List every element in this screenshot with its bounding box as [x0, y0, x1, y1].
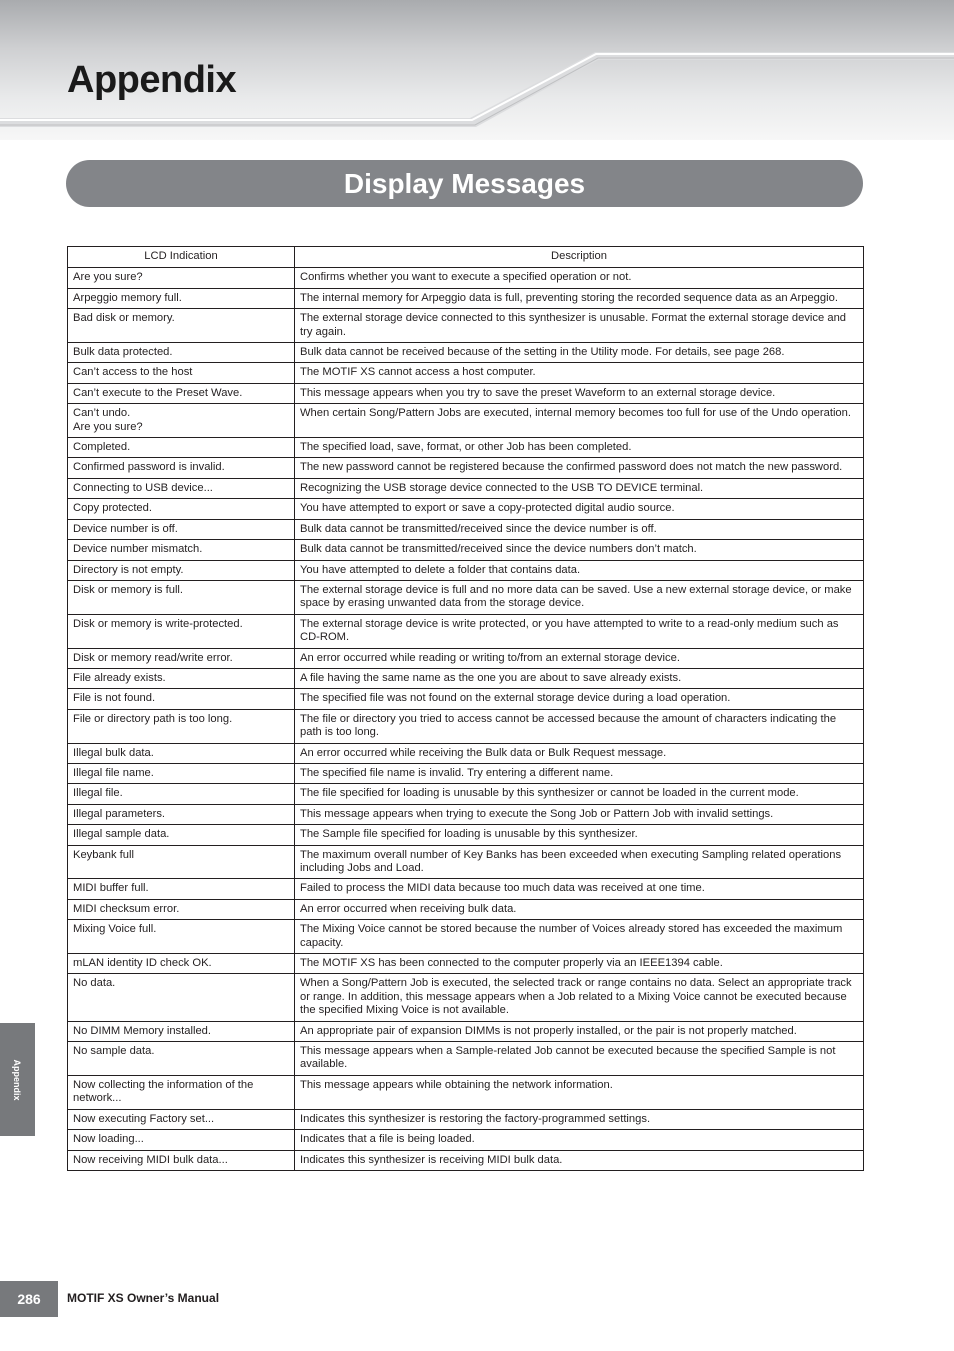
- description-cell: This message appears while obtaining the network information.: [295, 1075, 864, 1109]
- table-row: [68, 825, 864, 845]
- table-row: [68, 383, 864, 403]
- table-row: [68, 438, 864, 458]
- lcd-indication-cell: No sample data.: [68, 1042, 295, 1076]
- lcd-indication-cell: mLAN identity ID check OK.: [68, 954, 295, 974]
- section-banner: [66, 160, 863, 207]
- lcd-indication-cell: Can’t undo. Are you sure?: [68, 404, 295, 438]
- description-cell: Indicates this synthesizer is receiving MIDI bulk data.: [295, 1150, 864, 1170]
- description-cell: Indicates this synthesizer is restoring the factory-programmed settings.: [295, 1109, 864, 1129]
- table-row: [68, 560, 864, 580]
- side-tab-label: Appendix: [12, 1059, 22, 1101]
- table-row: [68, 1150, 864, 1170]
- lcd-indication-cell: Now receiving MIDI bulk data...: [68, 1150, 295, 1170]
- description-cell: Indicates that a file is being loaded.: [295, 1130, 864, 1150]
- table-row: [68, 288, 864, 308]
- lcd-indication-cell: File is not found.: [68, 689, 295, 709]
- description-cell: Bulk data cannot be received because of the setting in the Utility mode. For details, see page 268.: [295, 343, 864, 363]
- lcd-indication-cell: No DIMM Memory installed.: [68, 1021, 295, 1041]
- description-cell: The external storage device connected to this synthesizer is unusable. Format the external storage device and try again.: [295, 309, 864, 343]
- lcd-indication-cell: File or directory path is too long.: [68, 709, 295, 743]
- table-row: [68, 404, 864, 438]
- table-row: [68, 1075, 864, 1109]
- table-row: [68, 784, 864, 804]
- description-cell: The Sample file specified for loading is unusable by this synthesizer.: [295, 825, 864, 845]
- section-title: Display Messages: [343, 168, 586, 199]
- lcd-indication-cell: Now executing Factory set...: [68, 1109, 295, 1129]
- description-cell: This message appears when a Sample-related Job cannot be executed because the specified Sample is not available.: [295, 1042, 864, 1076]
- lcd-indication-cell: Keybank full: [68, 845, 295, 879]
- description-cell: The MOTIF XS has been connected to the computer properly via an IEEE1394 cable.: [295, 954, 864, 974]
- page-number: 286: [0, 1281, 58, 1317]
- table-row: [68, 804, 864, 824]
- page-title: Appendix: [67, 59, 237, 101]
- description-cell: When certain Song/Pattern Jobs are executed, internal memory becomes too full for use of the Undo operation.: [295, 404, 864, 438]
- table-row: [68, 743, 864, 763]
- table-row: [68, 845, 864, 879]
- description-cell: An error occurred when receiving bulk data.: [295, 899, 864, 919]
- description-cell: Failed to process the MIDI data because too much data was received at one time.: [295, 879, 864, 899]
- lcd-indication-cell: Can’t access to the host: [68, 363, 295, 383]
- lcd-indication-cell: Disk or memory is write-protected.: [68, 614, 295, 648]
- description-cell: The maximum overall number of Key Banks has been exceeded when executing Sampling related operations including Jobs and Load.: [295, 845, 864, 879]
- description-cell: The Mixing Voice cannot be stored because the number of Voices already stored has exceeded the maximum capacity.: [295, 920, 864, 954]
- table-row: [68, 879, 864, 899]
- lcd-indication-cell: Can’t execute to the Preset Wave.: [68, 383, 295, 403]
- table-row: [68, 709, 864, 743]
- lcd-indication-cell: File already exists.: [68, 668, 295, 688]
- table-row: [68, 519, 864, 539]
- description-cell: The specified load, save, format, or other Job has been completed.: [295, 438, 864, 458]
- table-row: [68, 1021, 864, 1041]
- description-cell: The external storage device is full and no more data can be saved. Use a new external storage device, or make space by erasing unwanted data from the storage device.: [295, 580, 864, 614]
- table-row: [68, 954, 864, 974]
- lcd-indication-cell: Now loading...: [68, 1130, 295, 1150]
- table-row: [68, 1109, 864, 1129]
- description-cell: A file having the same name as the one you are about to save already exists.: [295, 668, 864, 688]
- lcd-indication-cell: Confirmed password is invalid.: [68, 458, 295, 478]
- description-cell: The file or directory you tried to access cannot be accessed because the amount of characters indicating the path is too long.: [295, 709, 864, 743]
- lcd-indication-cell: Illegal bulk data.: [68, 743, 295, 763]
- table-row: [68, 1042, 864, 1076]
- lcd-indication-cell: Illegal parameters.: [68, 804, 295, 824]
- table-row: [68, 343, 864, 363]
- description-cell: This message appears when trying to execute the Song Job or Pattern Job with invalid settings.: [295, 804, 864, 824]
- lcd-indication-cell: Mixing Voice full.: [68, 920, 295, 954]
- table-row: [68, 478, 864, 498]
- description-cell: The file specified for loading is unusable by this synthesizer or cannot be loaded in the current mode.: [295, 784, 864, 804]
- description-cell: Bulk data cannot be transmitted/received since the device number is off.: [295, 519, 864, 539]
- lcd-indication-cell: MIDI checksum error.: [68, 899, 295, 919]
- description-cell: The internal memory for Arpeggio data is full, preventing storing the recorded sequence data as an Arpeggio.: [295, 288, 864, 308]
- lcd-indication-cell: Illegal file.: [68, 784, 295, 804]
- table-body: [68, 268, 864, 1171]
- lcd-indication-cell: Disk or memory read/write error.: [68, 648, 295, 668]
- lcd-indication-cell: Bad disk or memory.: [68, 309, 295, 343]
- lcd-indication-cell: Bulk data protected.: [68, 343, 295, 363]
- column-header-lcd: LCD Indication: [68, 247, 295, 268]
- table-row: [68, 309, 864, 343]
- lcd-indication-cell: Connecting to USB device...: [68, 478, 295, 498]
- table-row: [68, 614, 864, 648]
- table-row: [68, 689, 864, 709]
- description-cell: An error occurred while receiving the Bulk data or Bulk Request message.: [295, 743, 864, 763]
- description-cell: The specified file name is invalid. Try entering a different name.: [295, 763, 864, 783]
- lcd-indication-cell: Disk or memory is full.: [68, 580, 295, 614]
- lcd-indication-cell: No data.: [68, 974, 295, 1021]
- table-row: [68, 458, 864, 478]
- description-cell: Bulk data cannot be transmitted/received since the device numbers don’t match.: [295, 540, 864, 560]
- description-cell: The MOTIF XS cannot access a host computer.: [295, 363, 864, 383]
- table-row: [68, 974, 864, 1021]
- lcd-indication-cell: Are you sure?: [68, 268, 295, 288]
- manual-name: MOTIF XS Owner’s Manual: [67, 1291, 220, 1305]
- table-header-row: [68, 247, 864, 268]
- lcd-indication-cell: Illegal sample data.: [68, 825, 295, 845]
- lcd-indication-cell: Now collecting the information of the network...: [68, 1075, 295, 1109]
- description-cell: You have attempted to export or save a copy-protected digital audio source.: [295, 499, 864, 519]
- description-cell: The external storage device is write protected, or you have attempted to write to a read-only medium such as CD-ROM.: [295, 614, 864, 648]
- table-row: [68, 499, 864, 519]
- description-cell: Confirms whether you want to execute a specified operation or not.: [295, 268, 864, 288]
- lcd-indication-cell: Copy protected.: [68, 499, 295, 519]
- table-row: [68, 540, 864, 560]
- lcd-indication-cell: MIDI buffer full.: [68, 879, 295, 899]
- lcd-indication-cell: Illegal file name.: [68, 763, 295, 783]
- lcd-indication-cell: Device number mismatch.: [68, 540, 295, 560]
- table-row: [68, 1130, 864, 1150]
- table-row: [68, 648, 864, 668]
- description-cell: The new password cannot be registered because the confirmed password does not match the new password.: [295, 458, 864, 478]
- description-cell: Recognizing the USB storage device connected to the USB TO DEVICE terminal.: [295, 478, 864, 498]
- column-header-description: Description: [295, 247, 864, 268]
- description-cell: When a Song/Pattern Job is executed, the selected track or range contains no data. Select an appropriate track or range. In addition, this message appears when a Job related to a Mixing Voice cannot be executed because the specified Mixing Voice is not available.: [295, 974, 864, 1021]
- lcd-indication-cell: Arpeggio memory full.: [68, 288, 295, 308]
- description-cell: An appropriate pair of expansion DIMMs is not properly installed, or the pair is not properly matched.: [295, 1021, 864, 1041]
- table-row: [68, 363, 864, 383]
- description-cell: An error occurred while reading or writing to/from an external storage device.: [295, 648, 864, 668]
- table-row: [68, 268, 864, 288]
- table-row: [68, 763, 864, 783]
- table-row: [68, 580, 864, 614]
- lcd-indication-cell: Completed.: [68, 438, 295, 458]
- lcd-indication-cell: Device number is off.: [68, 519, 295, 539]
- description-cell: You have attempted to delete a folder that contains data.: [295, 560, 864, 580]
- table-row: [68, 668, 864, 688]
- description-cell: The specified file was not found on the external storage device during a load operation.: [295, 689, 864, 709]
- lcd-indication-cell: Directory is not empty.: [68, 560, 295, 580]
- description-cell: This message appears when you try to save the preset Waveform to an external storage device.: [295, 383, 864, 403]
- display-messages-table: [67, 246, 864, 1171]
- table-row: [68, 899, 864, 919]
- table-row: [68, 920, 864, 954]
